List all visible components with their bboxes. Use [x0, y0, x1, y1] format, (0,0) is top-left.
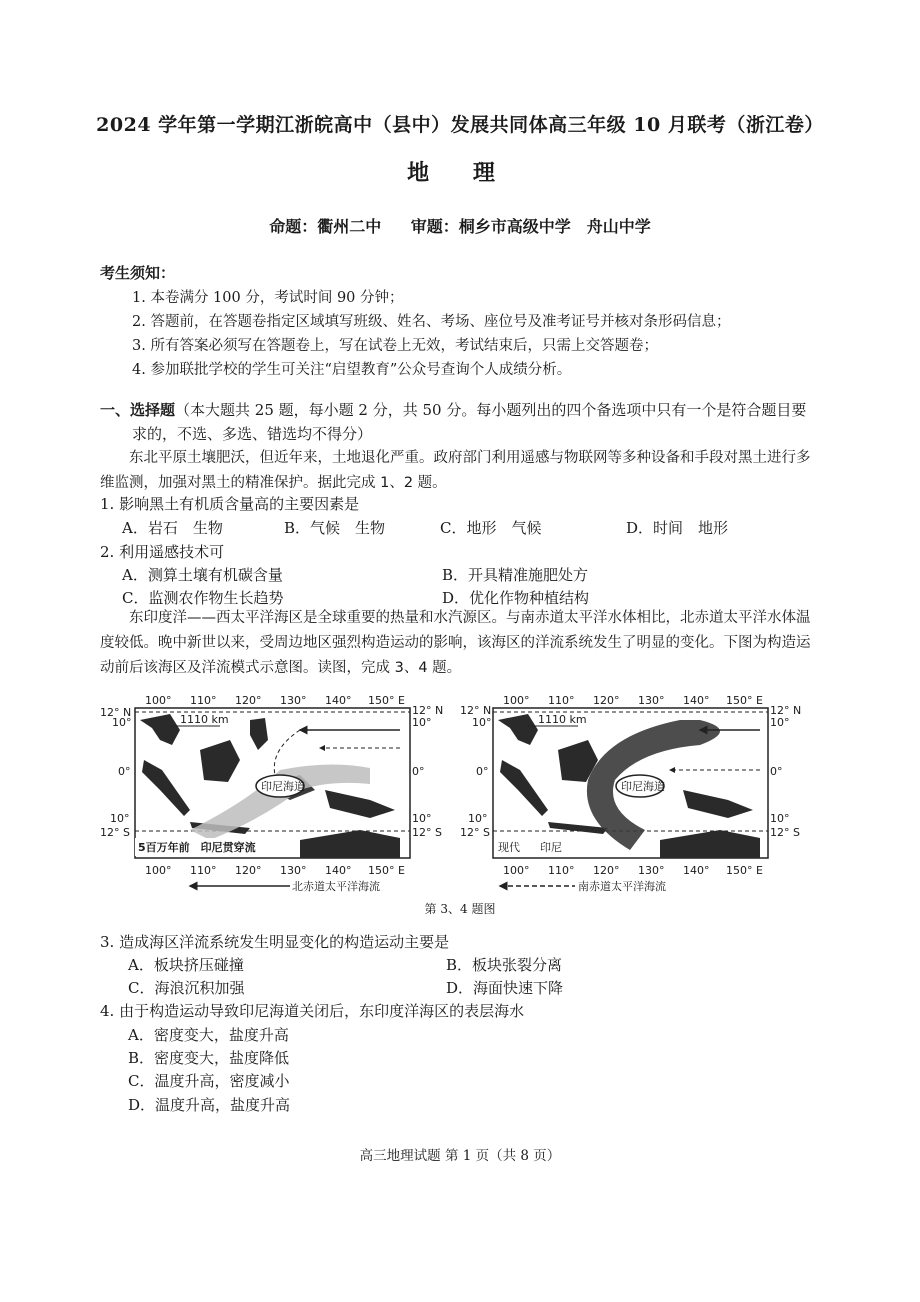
lat-label: 0° [118, 765, 131, 778]
lat-label: 12° N [100, 706, 132, 719]
q4-option-b: B．密度变大，盐度降低 [128, 1049, 290, 1067]
notice-title: 考生须知： [100, 264, 176, 282]
q2-option-a: A．测算土壤有机碳含量 [122, 566, 283, 584]
lat-label: 12° N [460, 704, 492, 717]
lat-label: 10° [770, 716, 790, 729]
q1-option-b: B．气候 生物 [284, 519, 386, 537]
lon-label: 110° [190, 864, 217, 877]
passage-2: 东印度洋——西太平洋海区是全球重要的热量和水汽源区。与南赤道太平洋水体相比，北赤道太平洋水体温度较低。晚中新世以来，受周边地区强烈构造运动的影响，该海区的洋流系统发生了明显的变化。下图为构造运动前后该海区及洋流模式示意图。读图，完成 3、4 题。 [100, 610, 811, 676]
q3-option-c: C．海浪沉积加强 [128, 979, 245, 997]
lon-label: 110° [548, 864, 575, 877]
scale-label: 1110 km [180, 713, 229, 726]
notice-item: 4. 参加联批学校的学生可关注“启望教育”公众号查询个人成绩分析。 [132, 362, 572, 378]
q3-option-b: B．板块张裂分离 [446, 956, 563, 974]
q3-option-a: A．板块挤压碰撞 [128, 956, 244, 974]
left-caption: 5百万年前 印尼贯穿流 [138, 841, 256, 854]
legend-south: 南赤道太平洋海流 [578, 880, 666, 893]
proposer: 命题：衢州二中 [269, 217, 382, 236]
lon-label: 120° [235, 694, 262, 707]
lon-label: 120° [235, 864, 262, 877]
lat-label: 10° [110, 812, 130, 825]
notice-item: 3. 所有答案必须写在答题卷上，写在试卷上无效，考试结束后，只需上交答题卷； [132, 338, 658, 354]
lon-label: 130° [638, 694, 665, 707]
lon-label: 140° [683, 694, 710, 707]
lon-label: 150° E [368, 694, 405, 707]
q4-option-d: D．温度升高，盐度升高 [128, 1096, 291, 1114]
lat-label: 12° N [770, 704, 802, 717]
lat-label: 10° [770, 812, 790, 825]
lon-label: 130° [280, 864, 307, 877]
lat-label: 10° [412, 716, 432, 729]
question-3-stem: 3. 造成海区洋流系统发生明显变化的构造运动主要是 [100, 933, 450, 951]
lon-label: 150° E [368, 864, 405, 877]
q2-option-c: C．监测农作物生长趋势 [122, 589, 284, 607]
q4-option-c: C．温度升高，密度减小 [128, 1072, 290, 1090]
lon-label: 150° E [726, 864, 763, 877]
ocean-current-figure [100, 690, 820, 900]
lat-label: 12° S [412, 826, 442, 839]
scale-label: 1110 km [538, 713, 587, 726]
lon-label: 100° [145, 694, 172, 707]
section-title: 一、选择题 [100, 401, 176, 419]
notice-item: 1. 本卷满分 100 分，考试时间 90 分钟； [132, 290, 404, 306]
lon-label: 100° [145, 864, 172, 877]
question-4-stem: 4. 由于构造运动导致印尼海道关闭后，东印度洋海区的表层海水 [100, 1002, 525, 1020]
notice-item: 2. 答题前，在答题卷指定区域填写班级、姓名、考场、座位号及准考证号并核对条形码信息； [132, 314, 731, 330]
lon-label: 150° E [726, 694, 763, 707]
lon-label: 140° [325, 864, 352, 877]
lon-label: 130° [638, 864, 665, 877]
lon-label: 100° [503, 864, 530, 877]
lon-label: 100° [503, 694, 530, 707]
right-caption-2: 印尼 [540, 841, 562, 854]
section-desc-line2: 求的，不选、多选、错选均不得分） [132, 425, 373, 443]
lat-label: 0° [476, 765, 489, 778]
right-caption-1: 现代 [498, 841, 520, 854]
subject-title: 地 理 [407, 160, 513, 186]
lat-label: 12° S [770, 826, 800, 839]
exam-title: 2024 学年第一学期江浙皖高中（县中）发展共同体高三年级 10 月联考（浙江卷） [96, 114, 824, 136]
passage-1: 东北平原土壤肥沃，但近年来，土地退化严重。政府部门利用遥感与物联网等多种设备和手段对黑土进行多维监测，加强对黑土的精准保护。据此完成 1、2 题。 [100, 450, 811, 491]
section-heading [100, 398, 820, 422]
lon-label: 130° [280, 694, 307, 707]
lat-label: 10° [468, 812, 488, 825]
strait-label: 印尼海道 [621, 780, 665, 793]
q2-option-d: D．优化作物种植结构 [442, 589, 590, 607]
authors-line [0, 214, 920, 237]
figure-caption: 第 3、4 题图 [424, 902, 496, 916]
lat-label: 10° [472, 716, 492, 729]
page-footer: 高三地理试题 第 1 页（共 8 页） [359, 1148, 561, 1164]
question-1-stem: 1. 影响黑土有机质含量高的主要因素是 [100, 495, 360, 513]
legend-north: 北赤道太平洋海流 [292, 880, 380, 893]
lon-label: 140° [325, 694, 352, 707]
lon-label: 110° [548, 694, 575, 707]
lat-label: 0° [412, 765, 425, 778]
q2-option-b: B．开具精准施肥处方 [442, 566, 589, 584]
reviewer: 审题：桐乡市高级中学 舟山中学 [410, 217, 651, 236]
q3-option-d: D．海面快速下降 [446, 979, 564, 997]
question-2-stem: 2. 利用遥感技术可 [100, 543, 225, 561]
lat-label: 12° S [460, 826, 490, 839]
q4-option-a: A．密度变大，盐度升高 [128, 1026, 289, 1044]
notice-list [132, 286, 730, 382]
lon-label: 110° [190, 694, 217, 707]
q1-option-a: A．岩石 生物 [122, 519, 223, 537]
lon-label: 120° [593, 864, 620, 877]
q1-option-d: D．时间 地形 [626, 519, 729, 537]
lat-label: 12° N [412, 704, 444, 717]
lat-label: 10° [412, 812, 432, 825]
section-desc-1: （本大题共 25 题，每小题 2 分，共 50 分。每小题列出的四个备选项中只有一个是符合题目要 [175, 401, 807, 419]
strait-label: 印尼海道 [261, 780, 305, 793]
lat-label: 0° [770, 765, 783, 778]
right-map [460, 694, 801, 893]
lat-label: 10° [112, 716, 132, 729]
lat-label: 12° S [100, 826, 130, 839]
lon-label: 120° [593, 694, 620, 707]
left-map [100, 694, 443, 893]
q1-option-c: C．地形 气候 [440, 519, 542, 537]
lon-label: 140° [683, 864, 710, 877]
